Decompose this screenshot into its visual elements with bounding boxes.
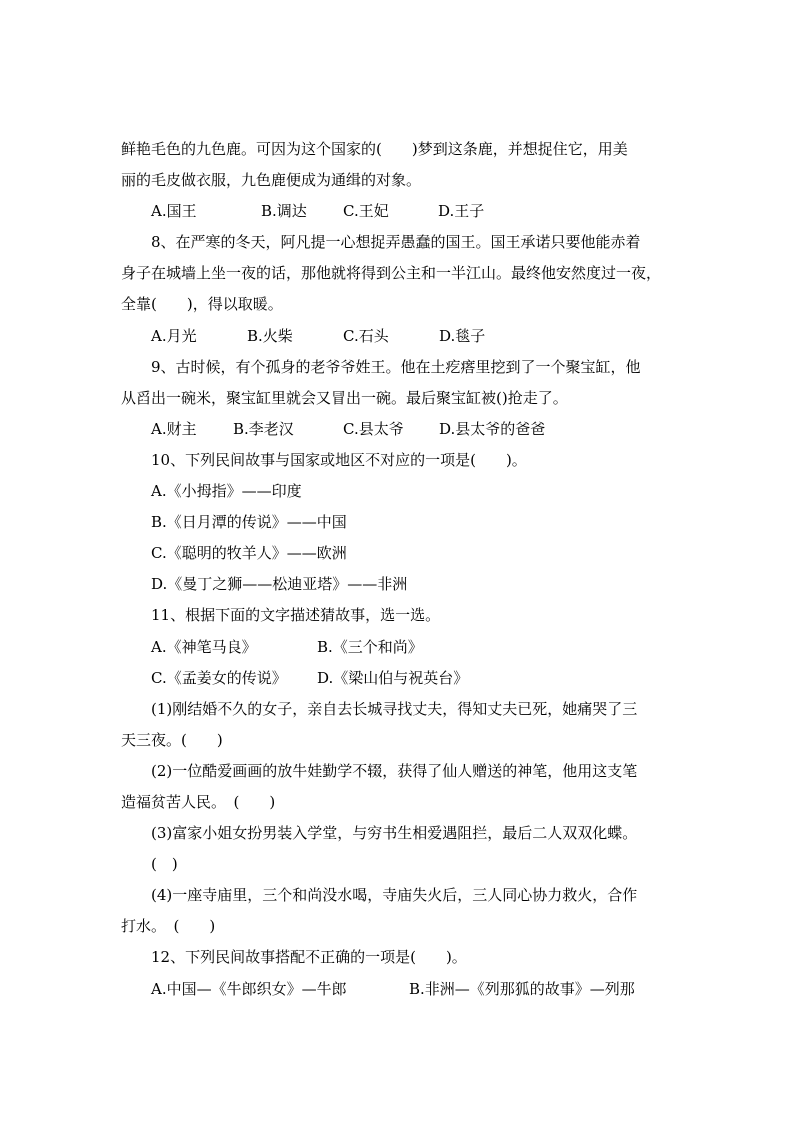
text-line: 身子在城墙上坐一夜的话，那他就将得到公主和一半江山。最终他安然度过一夜， <box>121 264 662 283</box>
answer-option: D.县太爷的爸爸 <box>439 419 546 438</box>
text-line: B.《日月潭的传说》——中国 <box>151 513 347 532</box>
text-line: A.《小拇指》——印度 <box>151 482 302 501</box>
text-line: (4)一座寺庙里，三个和尚没水喝，寺庙失火后，三人同心协力救火，合作 <box>151 886 638 905</box>
answer-option: A.《神笔马良》 <box>151 637 257 656</box>
text-line: C.《聪明的牧羊人》——欧洲 <box>151 544 347 563</box>
text-line: (3)富家小姐女扮男装入学堂，与穷书生相爱遇阻拦，最后二人双双化蝶。 <box>151 824 638 843</box>
answer-options-row <box>121 632 676 663</box>
text-line: 12、下列民间故事搭配不正确的一项是( )。 <box>151 948 467 967</box>
answer-option: B.火柴 <box>247 326 293 345</box>
text-line: ( ) <box>151 855 178 874</box>
answer-options-row <box>121 196 676 227</box>
answer-option: C.王妃 <box>343 202 389 221</box>
answer-option: D.毯子 <box>439 326 486 345</box>
answer-option: C.石头 <box>343 326 389 345</box>
text-line: 10、下列民间故事与国家或地区不对应的一项是( )。 <box>151 450 527 469</box>
text-line: 丽的毛皮做衣服，九色鹿便成为通缉的对象。 <box>121 171 422 190</box>
answer-option: B.调达 <box>261 202 307 221</box>
answer-option: D.《梁山伯与祝英台》 <box>317 668 469 687</box>
text-line: 9、古时候，有个孤身的老爷爷姓王。他在土疙瘩里挖到了一个聚宝缸，他 <box>151 357 641 376</box>
text-line: 造福贫苦人民。 ( ) <box>121 792 276 811</box>
answer-options-row <box>121 663 676 694</box>
answer-options-row <box>121 321 676 352</box>
text-line: (2)一位酷爱画画的放牛娃勤学不辍，获得了仙人赠送的神笔，他用这支笔 <box>151 761 638 780</box>
answer-option: A.国王 <box>151 202 197 221</box>
answer-option: D.王子 <box>438 202 485 221</box>
text-line: 8、在严寒的冬天，阿凡提一心想捉弄愚蠢的国王。国王承诺只要他能赤着 <box>151 233 641 252</box>
text-line: 从舀出一碗米，聚宝缸里就会又冒出一碗。最后聚宝缸被()抢走了。 <box>121 388 568 407</box>
answer-options-row <box>121 974 676 1005</box>
text-line: (1)刚结婚不久的女子，亲自去长城寻找丈夫，得知丈夫已死，她痛哭了三 <box>151 699 638 718</box>
answer-option: A.财主 <box>151 419 197 438</box>
answer-option: A.月光 <box>151 326 197 345</box>
text-line: 鲜艳毛色的九色鹿。可因为这个国家的( )梦到这条鹿，并想捉住它，用美 <box>121 140 628 158</box>
answer-options-row <box>121 414 676 445</box>
answer-option: C.《孟姜女的传说》 <box>151 668 287 687</box>
text-line: 天三夜。( ) <box>121 730 223 749</box>
text-line: 11、根据下面的文字描述猜故事，选一选。 <box>151 606 441 625</box>
answer-option: A.中国—《牛郎织女》—牛郎 <box>151 979 347 998</box>
question-text-body <box>121 134 676 1005</box>
text-line: 全靠( )，得以取暖。 <box>121 295 283 314</box>
answer-option: B.《三个和尚》 <box>317 637 423 656</box>
answer-option: C.县太爷 <box>343 419 404 438</box>
answer-option: B.李老汉 <box>233 419 294 438</box>
text-line: D.《曼丁之狮——松迪亚塔》——非洲 <box>151 575 408 594</box>
answer-option: B.非洲—《列那狐的故事》—列那 <box>409 979 635 998</box>
text-line: 打水。 ( ) <box>121 917 216 936</box>
